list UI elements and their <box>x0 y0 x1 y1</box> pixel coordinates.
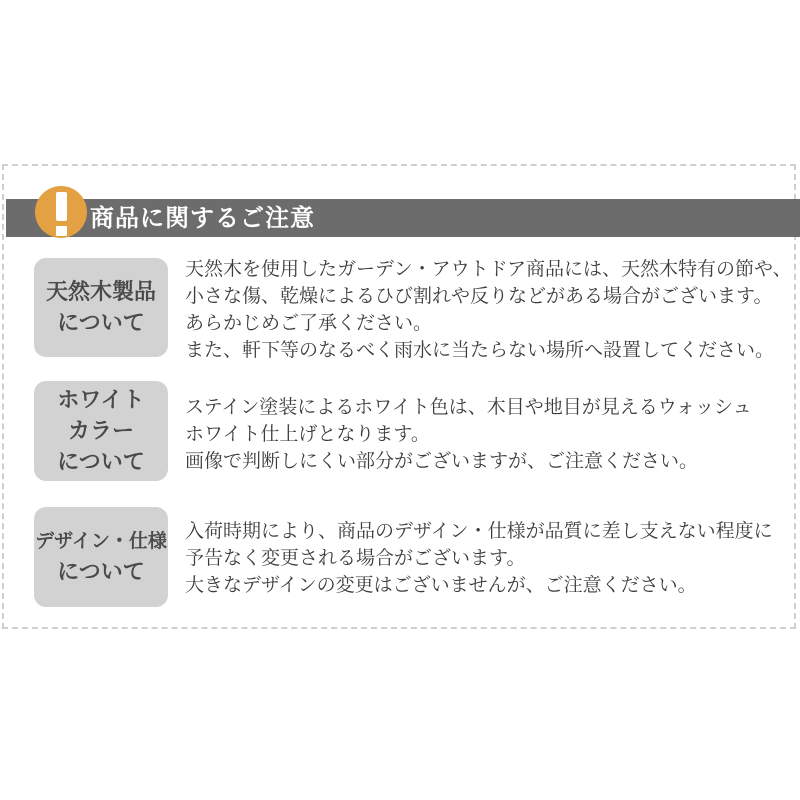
section-label-line: について <box>57 449 145 475</box>
notice-header-bar <box>6 199 800 237</box>
section-body-line: 画像で判断しにくい部分がございますが、ご注意ください。 <box>185 450 699 472</box>
section-label-box <box>34 258 168 357</box>
section-body <box>185 518 790 599</box>
section-body-line: また、軒下等のなるべく雨水に当たらない場所へ設置してください。 <box>185 339 775 361</box>
notice-section-white-color <box>0 381 800 481</box>
section-label-line: について <box>57 310 145 336</box>
section-label-line: ホワイト <box>57 387 145 413</box>
exclamation-bar <box>56 192 67 221</box>
notice-section-natural-wood <box>0 258 800 361</box>
section-body-line: 入荷時期により、商品のデザイン・仕様が品質に差し支えない程度に <box>185 520 773 542</box>
section-body-line: 予告なく変更される場合がございます。 <box>185 547 526 569</box>
section-label-box <box>34 507 168 607</box>
section-body <box>185 394 790 475</box>
exclamation-icon <box>35 186 87 238</box>
section-label-line: について <box>57 560 145 585</box>
section-body-line: ステイン塗装によるホワイト色は、木目や地目が見えるウォッシュ <box>185 396 752 418</box>
section-body-line: 天然木を使用したガーデン・アウトドア商品には、天然木特有の節や、 <box>185 258 792 280</box>
section-body-line: ホワイト仕上げとなります。 <box>185 423 430 445</box>
notice-title: 商品に関するご注意 <box>90 204 315 232</box>
section-label-line: デザイン・仕様 <box>35 530 167 552</box>
notice-section-design-spec <box>0 507 800 607</box>
section-label-line: カラー <box>67 418 134 444</box>
exclamation-dot <box>56 226 67 236</box>
section-body-line: 大きなデザインの変更はございませんが、ご注意ください。 <box>185 574 697 596</box>
section-label-box <box>34 381 168 481</box>
section-body <box>185 256 790 364</box>
section-label-line: 天然木製品 <box>45 279 156 305</box>
section-body-line: 小さな傷、乾燥によるひび割れや反りなどがある場合がございます。 <box>185 285 773 307</box>
section-body-line: あらかじめご了承ください。 <box>185 312 433 334</box>
